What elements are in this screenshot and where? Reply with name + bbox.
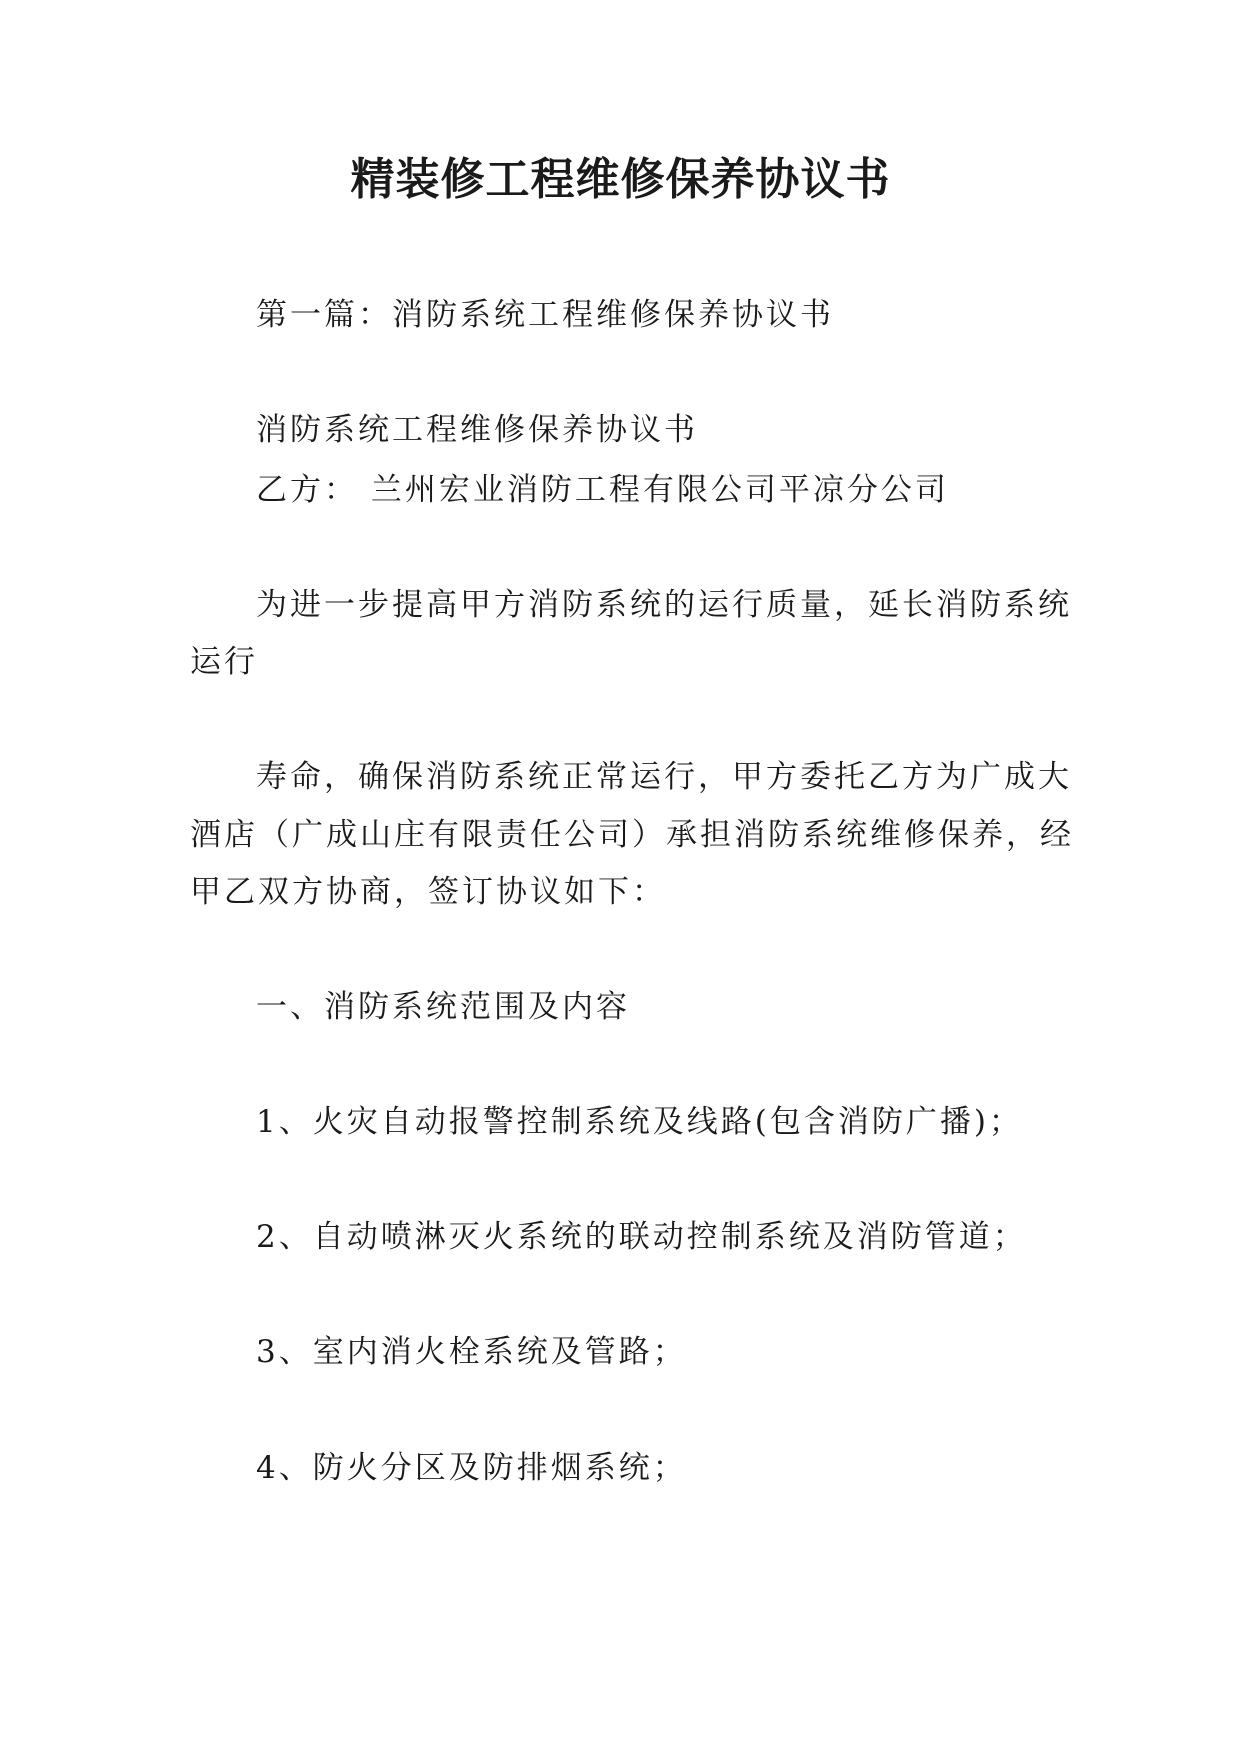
section-heading: 第一篇：消防系统工程维修保养协议书: [256, 297, 834, 333]
paragraph-line: 酒店（广成山庄有限责任公司）承担消防系统维修保养，经: [190, 817, 1074, 853]
section-heading: 一、消防系统范围及内容: [256, 989, 630, 1025]
paragraph-line: 甲乙双方协商，签订协议如下：: [190, 874, 666, 910]
agreement-subtitle: 消防系统工程维修保养协议书: [256, 412, 698, 448]
document-title: 精装修工程维修保养协议书: [350, 154, 891, 205]
list-item: 2、自动喷淋灭火系统的联动控制系统及消防管道；: [256, 1219, 1027, 1255]
list-item: 4、防火分区及防排烟系统；: [256, 1450, 687, 1486]
list-item: 1、火灾自动报警控制系统及线路(包含消防广播)；: [256, 1104, 1023, 1140]
party-b-line: 乙方： 兰州宏业消防工程有限公司平凉分公司: [256, 472, 949, 508]
list-item: 3、室内消火栓系统及管路；: [256, 1334, 687, 1370]
paragraph-line: 寿命，确保消防系统正常运行，甲方委托乙方为广成大: [256, 759, 1072, 795]
paragraph-line: 为进一步提高甲方消防系统的运行质量，延长消防系统: [256, 587, 1072, 623]
paragraph-line: 运行: [190, 644, 258, 680]
